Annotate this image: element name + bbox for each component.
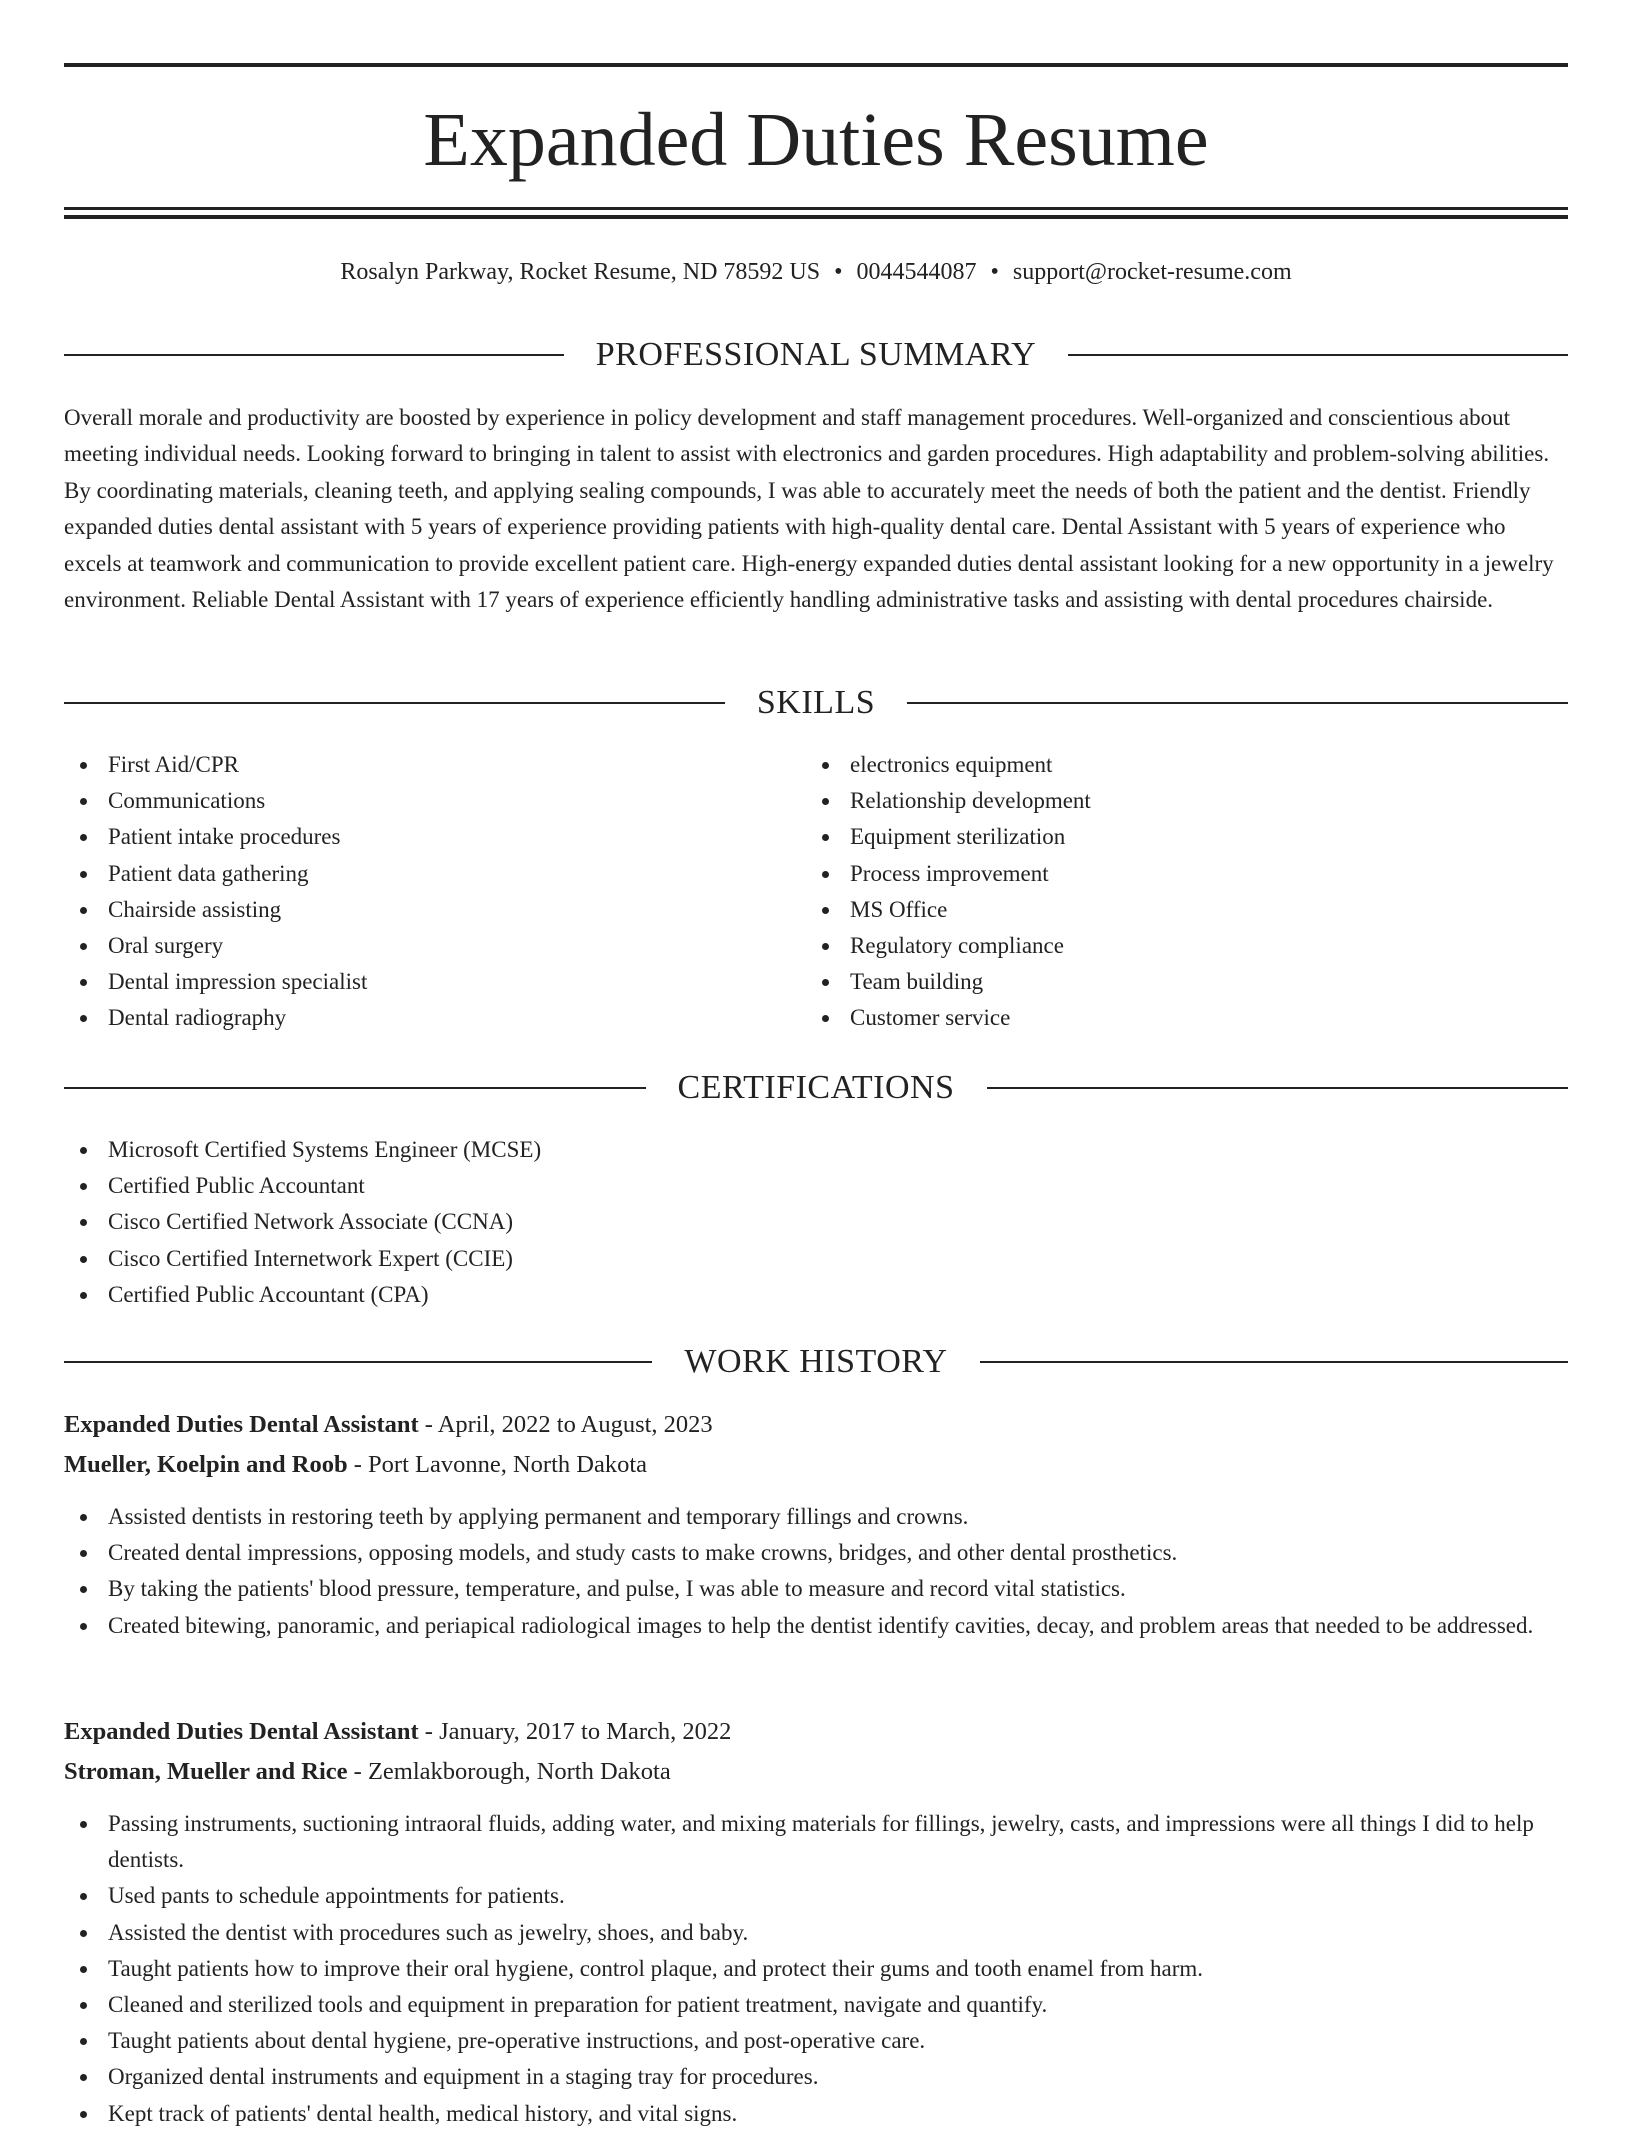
header-top-rule (64, 63, 1568, 67)
job-dash: - (418, 1718, 440, 1745)
job-company-line (64, 1754, 1568, 1790)
summary-text: Overall morale and productivity are boosted by experience in policy development and staff management procedures. Well-organized and conscientious about meeting individual needs. Looking forward to bringing in talent to assist with electronics and garden procedures. High adaptability and problem-solving abilities. By coordinating materials, cleaning teeth, and applying sealing compounds, I was able to accurately meet the needs of both the patient and the dentist. Friendly expanded duties dental assistant with 5 years of experience providing patients with high-quality dental care. Dental Assistant with 5 years of experience who excels at teamwork and communication to provide excellent patient care. High-energy expanded duties dental assistant looking for a new opportunity in a jewelry environment. Reliable Dental Assistant with 17 years of experience efficiently handling administrative tasks and assisting with dental procedures chairside. (64, 405, 1554, 613)
job-company-line (64, 1447, 1568, 1483)
certifications-heading: CERTIFICATIONS (677, 1069, 955, 1106)
job-title-line (64, 1714, 1568, 1750)
skills-list-right (806, 747, 1506, 1037)
skill-item: Dental impression specialist (64, 964, 764, 1000)
contact-email[interactable]: support@rocket-resume.com (1012, 259, 1292, 285)
summary-heading: PROFESSIONAL SUMMARY (595, 336, 1037, 373)
heading-rule (64, 354, 564, 356)
heading-rule (64, 1087, 646, 1089)
skill-item: Process improvement (806, 856, 1506, 892)
job-bullet: Used pants to schedule appointments for patients. (64, 1878, 1568, 1914)
work-heading: WORK HISTORY (684, 1343, 948, 1380)
job-bullet: Passing instruments, suctioning intraoral fluids, adding water, and mixing materials for fillings, jewelry, casts, and impressions were all things I did to help dentists. (64, 1806, 1568, 1878)
heading-rule (64, 702, 725, 704)
job-dates: January, 2017 to March, 2022 (439, 1718, 732, 1745)
job-bullet-list (64, 1499, 1568, 1644)
certification-item: Microsoft Certified Systems Engineer (MCSE) (64, 1132, 1568, 1168)
job-bullet: Organized dental instruments and equipment in a staging tray for procedures. (64, 2059, 1568, 2095)
skill-item: Team building (806, 964, 1506, 1000)
job-location: Port Lavonne, North Dakota (368, 1451, 647, 1478)
job-company: Stroman, Mueller and Rice (64, 1758, 348, 1785)
skill-item: Patient intake procedures (64, 819, 764, 855)
job-company: Mueller, Koelpin and Roob (64, 1451, 348, 1478)
skills-heading-row (64, 681, 1568, 725)
skill-item: Relationship development (806, 783, 1506, 819)
contact-address: Rosalyn Parkway, Rocket Resume, ND 78592 US (340, 259, 821, 285)
skill-item: Dental radiography (64, 1000, 764, 1036)
header-bottom-rule-thick (64, 215, 1568, 219)
job-dash: - (347, 1758, 368, 1785)
skill-item: Chairside assisting (64, 892, 764, 928)
contact-separator: • (990, 259, 999, 285)
job-location: Zemlakborough, North Dakota (367, 1758, 671, 1785)
heading-rule (987, 1087, 1569, 1089)
job-dash: - (347, 1451, 369, 1478)
heading-rule (907, 702, 1568, 704)
job-bullet: Created bitewing, panoramic, and periapical radiological images to help the dentist identify cavities, decay, and problem areas that needed to be addressed. (64, 1608, 1568, 1644)
work-heading-row (64, 1340, 1568, 1384)
summary-heading-row (64, 333, 1568, 377)
job-bullet: Cleaned and sterilized tools and equipment in preparation for patient treatment, navigate and quantify. (64, 1987, 1568, 2023)
heading-rule (980, 1361, 1568, 1363)
heading-rule (1068, 354, 1568, 356)
contact-phone[interactable]: 0044544087 (856, 259, 977, 285)
skill-item: First Aid/CPR (64, 747, 764, 783)
skill-item: electronics equipment (806, 747, 1506, 783)
contact-line (64, 254, 1568, 290)
job-bullet: By taking the patients' blood pressure, temperature, and pulse, I was able to measure and record vital statistics. (64, 1571, 1568, 1607)
skill-item: MS Office (806, 892, 1506, 928)
job-bullet: Taught patients how to improve their oral hygiene, control plaque, and protect their gums and tooth enamel from harm. (64, 1951, 1568, 1987)
job-title-line (64, 1407, 1568, 1443)
skill-item: Regulatory compliance (806, 928, 1506, 964)
certification-item: Certified Public Accountant (CPA) (64, 1277, 1568, 1313)
job-dash: - (418, 1411, 438, 1438)
certification-item: Certified Public Accountant (64, 1168, 1568, 1204)
skill-item: Patient data gathering (64, 856, 764, 892)
job-bullet: Assisted dentists in restoring teeth by applying permanent and temporary fillings and crowns. (64, 1499, 1568, 1535)
resume-title: Expanded Duties Resume (423, 98, 1209, 182)
job-bullet: Taught patients about dental hygiene, pre-operative instructions, and post-operative care. (64, 2023, 1568, 2059)
certification-item: Cisco Certified Internetwork Expert (CCIE) (64, 1241, 1568, 1277)
header-bottom-rule (64, 207, 1568, 210)
contact-separator: • (834, 259, 843, 285)
skill-item: Communications (64, 783, 764, 819)
skills-list-left (64, 747, 764, 1037)
job-dates: April, 2022 to August, 2023 (437, 1411, 713, 1438)
skill-item: Oral surgery (64, 928, 764, 964)
skill-item: Equipment sterilization (806, 819, 1506, 855)
job-bullet: Assisted the dentist with procedures such as jewelry, shoes, and baby. (64, 1915, 1568, 1951)
certifications-heading-row (64, 1066, 1568, 1110)
certification-item: Cisco Certified Network Associate (CCNA) (64, 1204, 1568, 1240)
job-title: Expanded Duties Dental Assistant (64, 1411, 419, 1438)
heading-rule (64, 1361, 652, 1363)
skill-item: Customer service (806, 1000, 1506, 1036)
job-bullet: Created dental impressions, opposing models, and study casts to make crowns, bridges, and other dental prosthetics. (64, 1535, 1568, 1571)
job-title: Expanded Duties Dental Assistant (64, 1718, 419, 1745)
certifications-list (64, 1132, 1568, 1313)
job-bullet: Kept track of patients' dental health, medical history, and vital signs. (64, 2096, 1568, 2132)
skills-heading: SKILLS (756, 684, 876, 721)
job-bullet-list (64, 1806, 1568, 2132)
